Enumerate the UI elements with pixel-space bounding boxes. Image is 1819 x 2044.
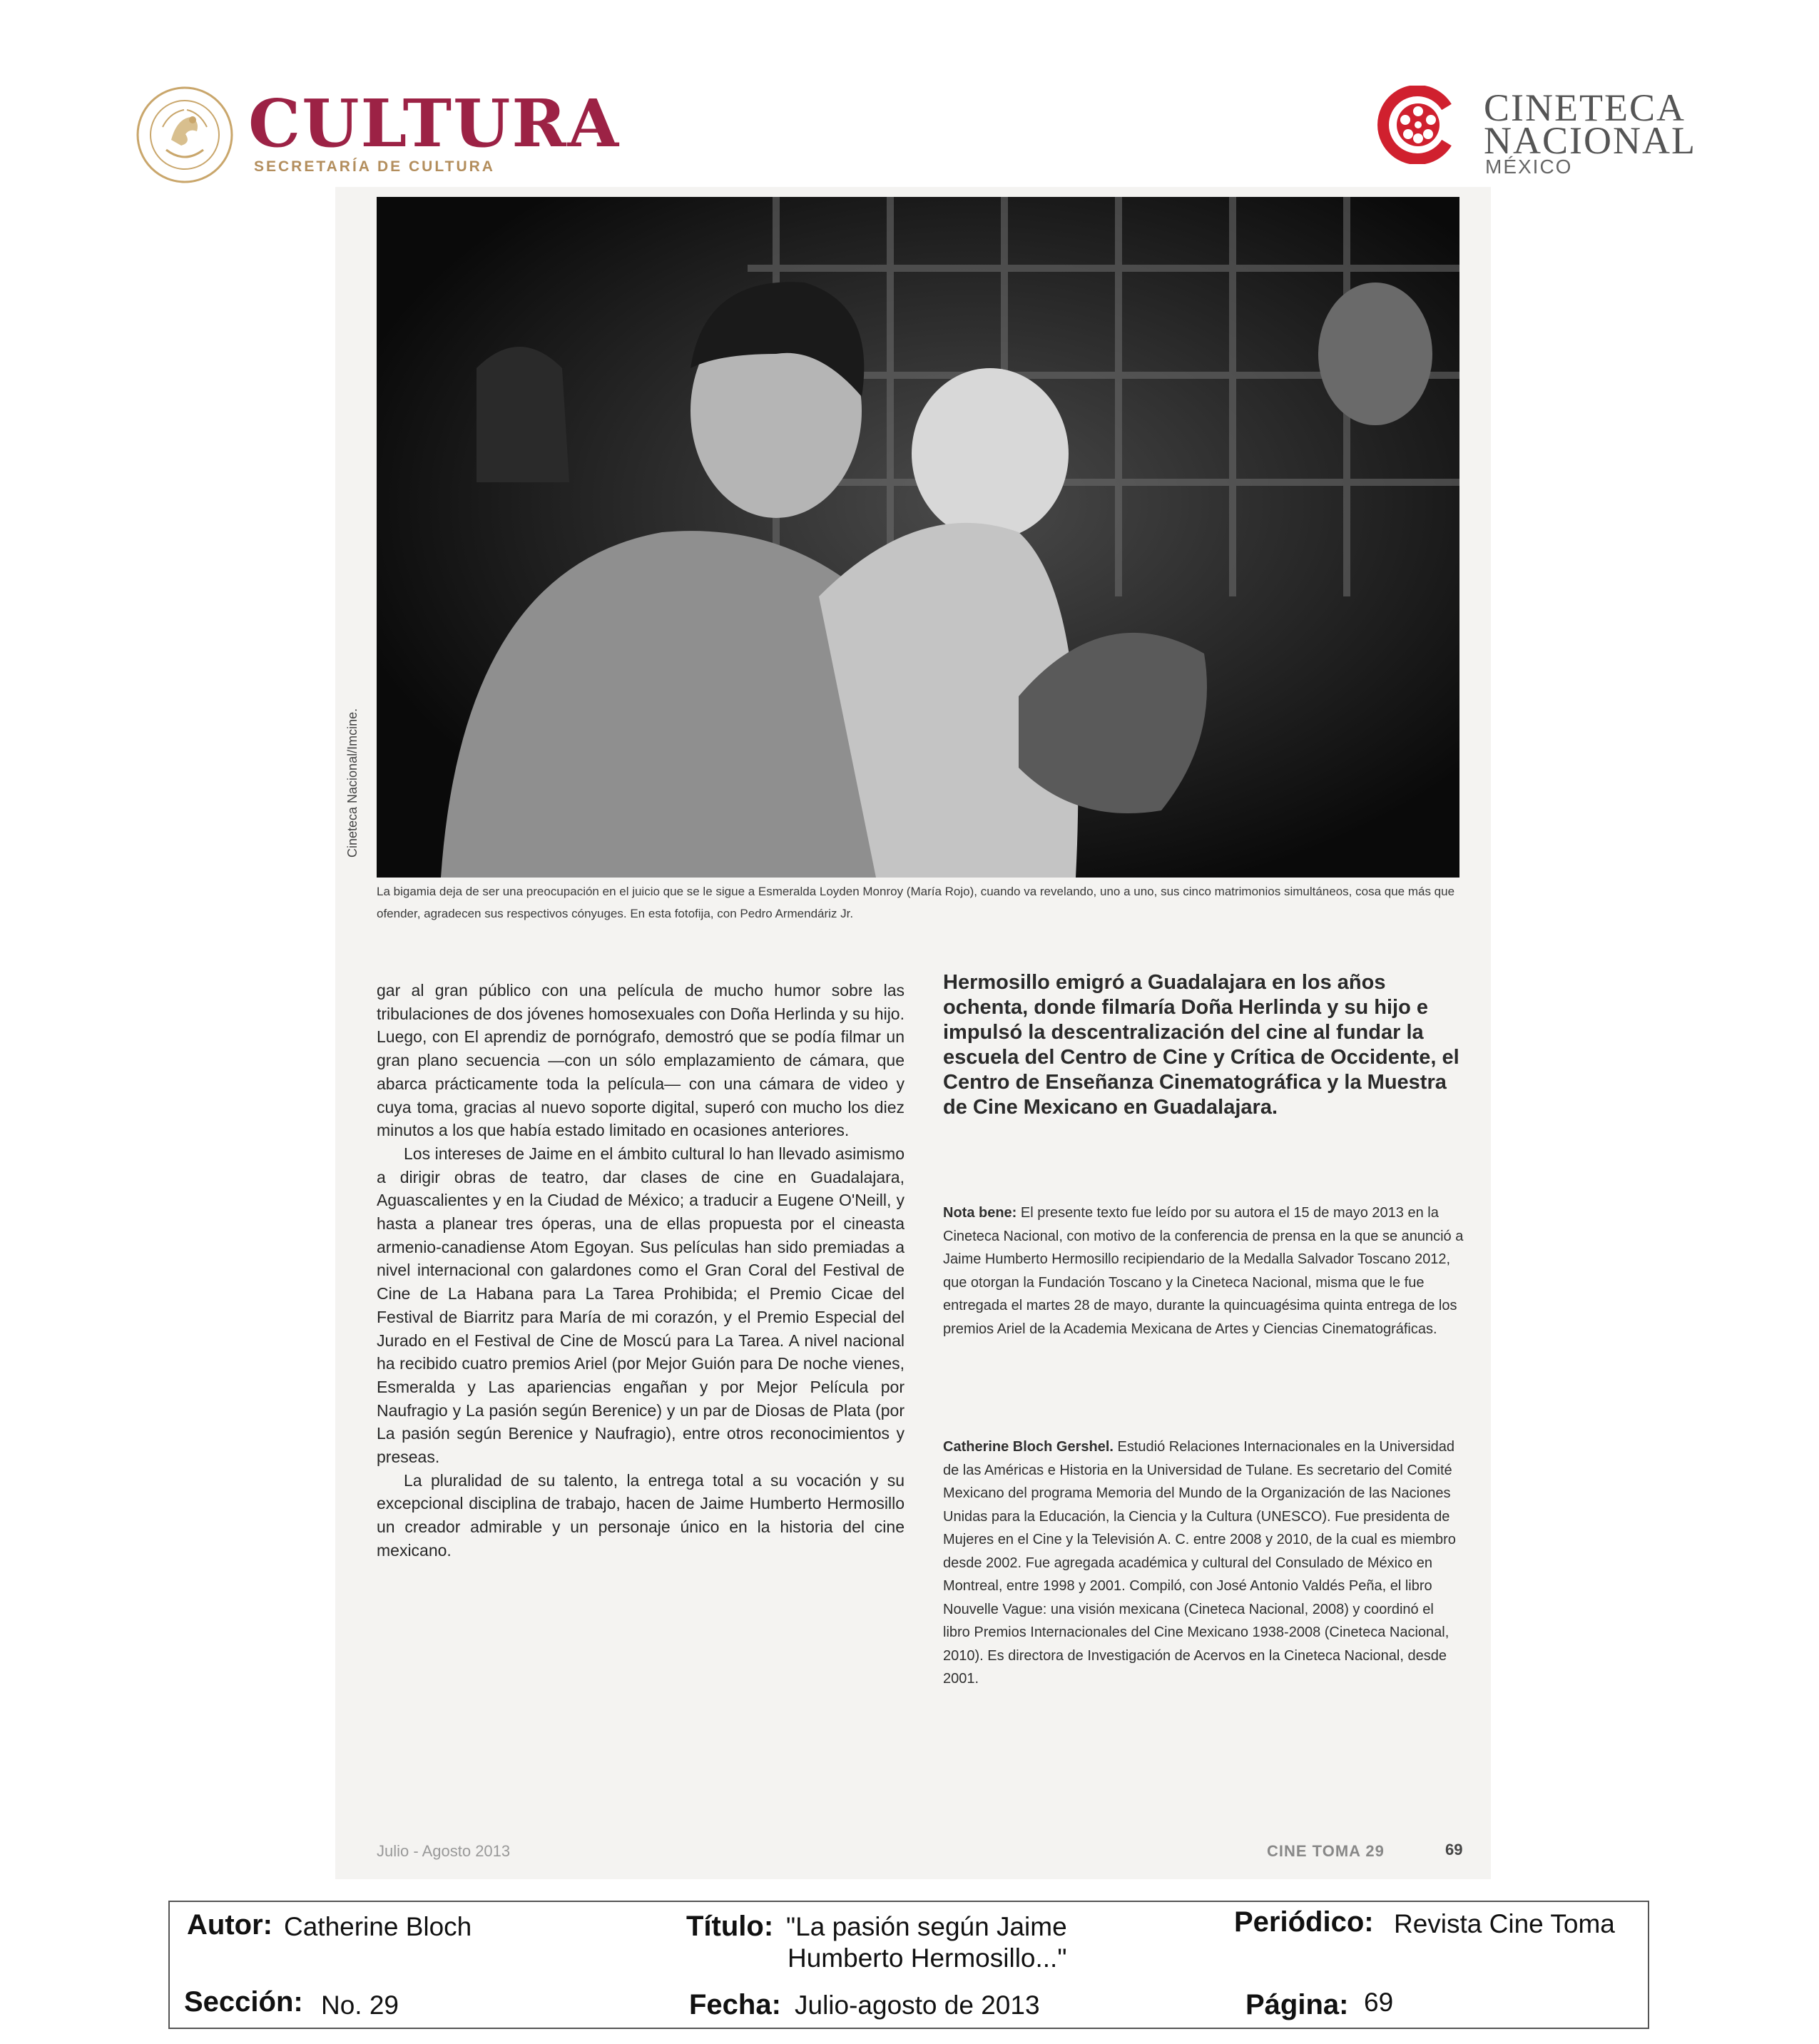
pull-quote: Hermosillo emigró a Guadalajara en los años ochenta, donde filmaría Doña Herlinda y su hijo e impulsó la descentralización del cine al fundar la escuela del Centro de Cine y Crítica de Occidente, el Centro de Enseñanza Cinematográfica y la Muestra de Cine Mexicano en Guadalajara.	[943, 971, 1459, 1119]
seccion-label: Sección:	[184, 1986, 303, 2018]
author-bio	[943, 1435, 1464, 1691]
cineteca-line-1: CINETECA	[1484, 86, 1686, 129]
pagina-value: 69	[1364, 1988, 1394, 2017]
titulo-value-line-2: Humberto Hermosillo..."	[788, 1943, 1067, 1973]
coat-of-arms-seal-icon	[134, 84, 235, 185]
paragraph: gar al gran público con una película de mucho humor sobre las tribulaciones de dos jóvenes homosexuales con Doña Herlinda y su hijo. Luego, con El aprendiz de pornógrafo, demostró que se podía filmar un gran plano secuencia —con un sólo emplazamiento de cámara, que abarca prácticamente toda la película— con una cámara de video y cuya toma, gracias al nuevo soporte digital, superó con mucho los diez minutos a los que había estado limitado en ocasiones anteriores.	[377, 981, 905, 1140]
nota-bene-text: El presente texto fue leído por su autora el 15 de mayo 2013 en la Cineteca Nacional, con motivo de la conferencia de prensa en la que se anunció a Jaime Humberto Hermosillo recipiendario de la Medalla Salvador Toscano 2012, que otorgan la Fundación Toscano y la Cineteca Nacional, misma que le fue entregada el martes 28 de mayo, durante la quincuagésima quinta entrega de los premios Ariel de la Academia Mexicana de Artes y Ciencias Cinematográficas.	[943, 1205, 1464, 1337]
magazine-name-folio: CINE TOMA 29	[1267, 1842, 1385, 1860]
photo-caption: La bigamia deja de ser una preocupación en el juicio que se le sigue a Esmeralda Loyden Monroy (María Rojo), cuando va revelando, uno a uno, sus cinco matrimonios simultáneos, cosa que más que ofender, agradecen sus respectivos cónyuges. En esta fotofija, con Pedro Armendáriz Jr.	[377, 885, 1455, 920]
autor-value: Catherine Bloch	[284, 1912, 472, 1941]
paragraph: La pluralidad de su talento, la entrega total a su vocación y su excepcional disciplina de trabajo, hacen de Jaime Humberto Hermosillo un creador admirable y un personaje único en la historia del cine mexicano.	[377, 1470, 905, 1560]
author-bio-name: Catherine Bloch Gershel.	[943, 1439, 1114, 1455]
periodico-value: Revista Cine Toma	[1394, 1909, 1615, 1938]
autor-label: Autor:	[187, 1909, 272, 1941]
page-number: 69	[1445, 1841, 1463, 1859]
titulo-label: Título:	[686, 1911, 774, 1942]
author-bio-text: Estudió Relaciones Internacionales en la Universidad de las Américas e Historia en la Universidad de Tulane. Es secretario del Comité Mexicano del programa Memoria del Mundo de la Organización de las Naciones Unidas para la Educación, la Ciencia y la Cultura (UNESCO). Fue presidenta de Mujeres en el Cine y la Televisión A. C. entre 2008 y 2010, de la cual es miembro desde 2002. Fue agregada académica y cultural del Consulado de México en Montreal, entre 1998 y 2001. Compiló, con José Antonio Valdés Peña, el libro Nouvelle Vague: una visión mexicana (Cineteca Nacional, 2008) y coordinó el libro Premios Internacionales del Cine Mexicano 1938-2008 (Cineteca Nacional, 2010). Es directora de Investigación de Acervos en la Cineteca Nacional, desde 2001.	[943, 1439, 1456, 1687]
fecha-label: Fecha:	[689, 1989, 781, 2020]
cineteca-nacional-logo	[1377, 80, 1696, 180]
titulo-value-line-1: "La pasión según Jaime	[786, 1912, 1067, 1941]
article-left-column	[377, 979, 905, 1562]
cineteca-line-2: NACIONAL	[1484, 119, 1696, 162]
cultura-logo	[134, 84, 621, 184]
nota-bene	[943, 1201, 1464, 1341]
cineteca-line-3: MÉXICO	[1485, 156, 1573, 178]
magazine-page	[335, 187, 1491, 1879]
film-still-photo	[377, 197, 1459, 878]
issue-date-folio: Julio - Agosto 2013	[377, 1842, 511, 1860]
photo-credit: Cineteca Nacional/Imcine.	[345, 708, 360, 858]
periodico-label: Periódico:	[1234, 1906, 1374, 1938]
paragraph: Los intereses de Jaime en el ámbito cultural lo han llevado asimismo a dirigir obras de teatro, dar clases de cine en Guadalajara, Aguascalientes y en la Ciudad de México; a traducir a Eugene O'Neill, y hasta a planear tres óperas, una de ellas propuesta por el cineasta armenio-canadiense Atom Egoyan. Sus películas han sido premiadas a nivel internacional con galardones como el Gran Coral del Festival de Cine de La Habana para La Tarea Prohibida; el Premio Cicae del Festival de Biarritz para María de mi corazón, y el Premio Especial del Jurado en el Festival de Cine de Moscú para La Tarea. A nivel nacional ha recibido cuatro premios Ariel (por Mejor Guión para De noche vienes, Esmeralda y Las apariencias engañan y por Mejor Película por Naufragio y La pasión según Berenice) y un par de Diosas de Plata (por La pasión según Berenice y Naufragio), entre otros reconocimientos y preseas.	[377, 1144, 905, 1467]
film-reel-icon	[1377, 86, 1455, 164]
pagina-label: Página:	[1245, 1989, 1349, 2020]
fecha-value: Julio-agosto de 2013	[795, 1990, 1040, 2020]
cultura-wordmark: CULTURA	[248, 85, 621, 162]
nota-bene-label: Nota bene:	[943, 1205, 1017, 1221]
cultura-subtitle: SECRETARÍA DE CULTURA	[254, 158, 495, 175]
metadata-table	[168, 1901, 1649, 2029]
seccion-value: No. 29	[321, 1990, 399, 2020]
